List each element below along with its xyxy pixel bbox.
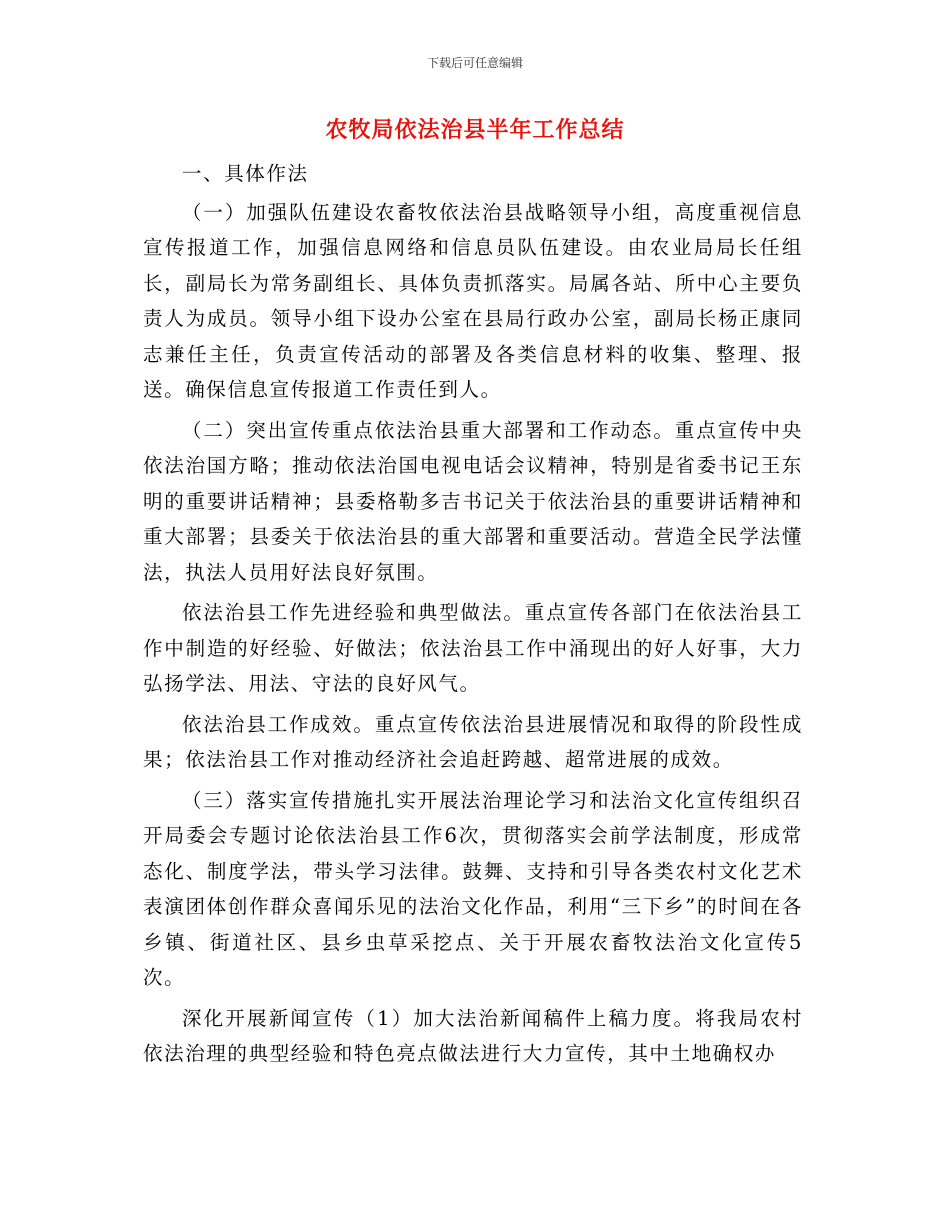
paragraph: 依法治县工作成效。重点宣传依法治县进展情况和取得的阶段性成果；依法治县工作对推动经济社会追赶跨越、超常进展的成效。 — [143, 712, 803, 771]
document-title: 农牧局依法治县半年工作总结 — [325, 118, 625, 143]
paragraph: （三）落实宣传措施扎实开展法治理论学习和法治文化宣传组织召开局委会专题讨论依法治县工作6次，贯彻落实会前学法制度，形成常态化、制度学法，带头学习法律。鼓舞、支持和引导各类农村文化艺术表演团体创作群众喜闻乐见的法治文化作品，利用“三下乡”的时间在各乡镇、街道社区、县乡虫草采挖点、关于开展农畜牧法治文化宣传5次。 — [143, 788, 803, 989]
section-heading: 一、具体作法 — [182, 162, 309, 185]
paragraph: 依法治县工作先进经验和典型做法。重点宣传各部门在依法治县工作中制造的好经验、好做法；依法治县工作中涌现出的好人好事，大力弘扬学法、用法、守法的良好风气。 — [143, 601, 803, 695]
document-body — [143, 156, 803, 1077]
header-note: 下载后可任意编辑 — [426, 56, 523, 70]
paragraph: （一）加强队伍建设农畜牧依法治县战略领导小组，高度重视信息宣传报道工作，加强信息网络和信息员队伍建设。由农业局局长任组长，副局长为常务副组长、具体负责抓落实。局属各站、所中心主要负责人为成员。领导小组下设办公室在县局行政办公室，副局长杨正康同志兼任主任，负责宣传活动的部署及各类信息材料的收集、整理、报送。确保信息宣传报道工作责任到人。 — [143, 200, 803, 401]
paragraph: 深化开展新闻宣传（1）加大法治新闻稿件上稿力度。将我局农村依法治理的典型经验和特色亮点做法进行大力宣传，其中土地确权办 — [143, 1006, 803, 1065]
paragraph: （二）突出宣传重点依法治县重大部署和工作动态。重点宣传中央依法治国方略；推动依法治国电视电话会议精神，特别是省委书记王东明的重要讲话精神；县委格勒多吉书记关于依法治县的重要讲话精神和重大部署；县委关于依法治县的重大部署和重要活动。营造全民学法懂法，执法人员用好法良好氛围。 — [143, 418, 803, 584]
